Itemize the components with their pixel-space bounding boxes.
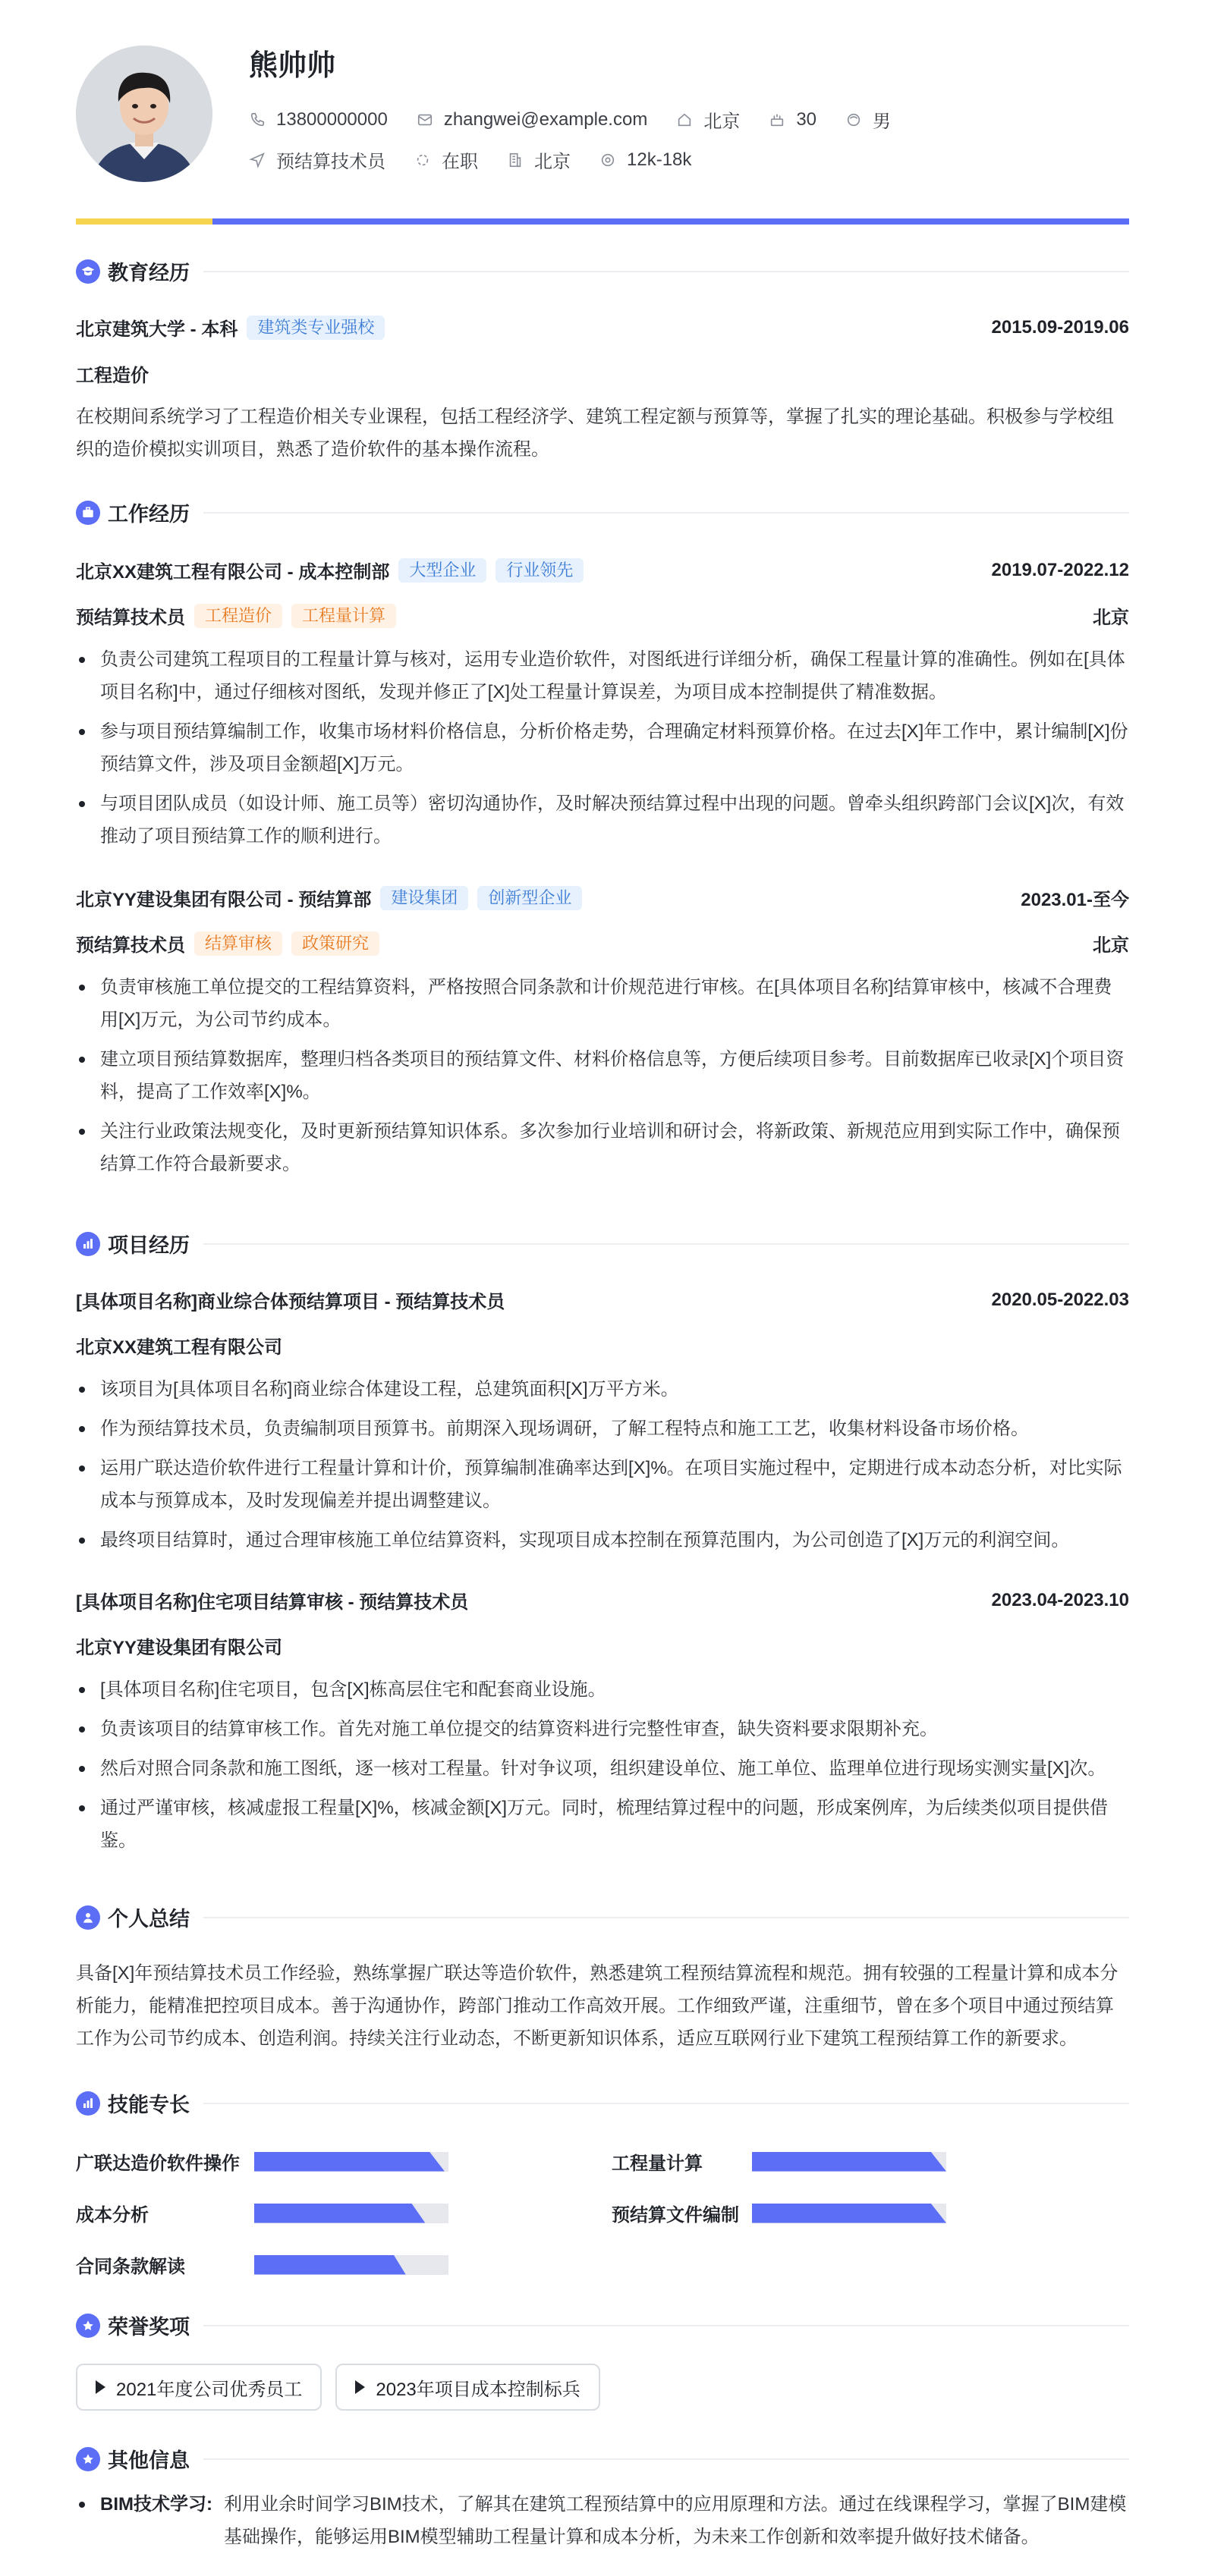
list-item: 运用广联达造价软件进行工程量计算和计价，预算编制准确率达到[X]%。在项目实施过程中，定期进行成本动态分析，对比实际成本与预算成本，及时发现偏差并提出调整建议。 <box>76 1452 1129 1517</box>
age-text: 30 <box>796 108 817 130</box>
project-2-company-row <box>76 1632 1129 1659</box>
project-2-bullets <box>76 1673 1129 1864</box>
education-tag: 建筑类专业强校 <box>247 316 385 340</box>
skill-bar-fill <box>254 2152 445 2172</box>
section-work <box>76 498 1129 527</box>
triangle-icon <box>355 2380 365 2394</box>
section-awards <box>76 2311 1129 2340</box>
city-text: 北京 <box>534 152 571 172</box>
work-1-tag-2: 行业领先 <box>496 558 584 583</box>
list-item: 建立项目预结算数据库，整理归档各类项目的预结算文件、材料价格信息等，方便后续项目参考。目前数据库已收录[X]个项目资料，提高了工作效率[X]%。 <box>76 1043 1129 1108</box>
list-item: 作为预结算技术员，负责编制项目预算书。前期深入现场调研，了解工程特点和施工工艺，收集材料设备市场价格。 <box>76 1412 1129 1445</box>
list-item: 负责审核施工单位提交的工程结算资料，严格按照合同条款和计价规范进行审核。在[具体项目名称]结算审核中，核减不合理费用[X]万元，为公司节约成本。 <box>76 971 1129 1036</box>
list-item: 最终项目结算时，通过合理审核施工单位结算资料，实现项目成本控制在预算范围内，为公司创造了[X]万元的利润空间。 <box>76 1524 1129 1557</box>
skill-item: 广联达造价软件操作 <box>76 2148 448 2175</box>
triangle-icon <box>96 2380 105 2394</box>
section-other-title: 其他信息 <box>108 2449 190 2472</box>
age-item <box>769 109 816 130</box>
salary-text: 12k-18k <box>627 149 692 170</box>
work-2-role-tag-2: 政策研究 <box>291 931 379 956</box>
work-2-company: 北京YY建设集团有限公司 - 预结算部 <box>76 890 372 910</box>
skill-item: 工程量计算 <box>612 2148 946 2175</box>
section-project-title: 项目经历 <box>108 1234 190 1257</box>
skill-bar-fill <box>254 2255 406 2275</box>
work-2-role-tag-1: 结算审核 <box>194 931 282 956</box>
briefcase-icon <box>76 501 100 525</box>
section-awards-title: 荣誉奖项 <box>108 2316 190 2339</box>
project-2-company: 北京YY建设集团有限公司 <box>76 1638 283 1658</box>
project-2-header <box>76 1587 1129 1613</box>
mail-icon <box>417 112 433 128</box>
project-1-company-row <box>76 1332 1129 1359</box>
job-item <box>249 146 385 173</box>
education-desc: 在校期间系统学习了工程造价相关专业课程，包括工程经济学、建筑工程定额与预算等，掌握了扎实的理论基础。积极参与学校组织的造价模拟实训项目，熟悉了造价软件的基本操作流程。 <box>76 407 1114 460</box>
other-text: 利用业余时间学习BIM技术，了解其在建筑工程预结算中的应用原理和方法。通过在线课程学习，掌握了BIM建模基础操作，能够运用BIM模型辅助工程量计算和成本分析，为未来工作创新和效率提升做好技术储备。 <box>224 2494 1127 2547</box>
work-1-role-tag-1: 工程造价 <box>194 604 282 628</box>
email-text: zhangwei@example.com <box>443 108 648 130</box>
home-icon <box>676 112 693 128</box>
status-item <box>414 146 478 173</box>
skill-bar-fill <box>752 2204 946 2223</box>
section-education-title: 教育经历 <box>108 262 190 284</box>
project-icon <box>76 1232 100 1256</box>
list-item: 关注行业政策法规变化，及时更新预结算知识体系。多次参加行业培训和研讨会，将新政策、新规范应用到实际工作中，确保预结算工作符合最新要求。 <box>76 1115 1129 1180</box>
work-1-city: 北京 <box>1093 608 1129 628</box>
user-icon <box>76 1905 100 1930</box>
list-item: 与项目团队成员（如设计师、施工员等）密切沟通协作，及时解决预结算过程中出现的问题。曾牵头组织跨部门会议[X]次，有效推动了项目预结算工作的顺利进行。 <box>76 787 1129 853</box>
project-1-bullets <box>76 1373 1129 1563</box>
work-1-role-tag-2: 工程量计算 <box>291 604 396 628</box>
skill-bar-fill <box>752 2152 946 2172</box>
section-summary-title: 个人总结 <box>108 1908 190 1930</box>
location-text: 北京 <box>703 112 741 132</box>
resume-header <box>76 0 1129 224</box>
list-item: 负责公司建筑工程项目的工程量计算与核对，运用专业造价软件，对图纸进行详细分析，确保工程量计算的准确性。例如在[具体项目名称]中，通过仔细核对图纸，发现并修正了[X]处工程量计算误差，为项目成本控制提供了精准数据。 <box>76 643 1129 708</box>
work-2-tag-1: 建设集团 <box>380 886 468 910</box>
list-item: 负责该项目的结算审核工作。首先对施工单位提交的结算资料进行完整性审查，缺失资料要求限期补充。 <box>76 1713 1129 1745</box>
list-item: 然后对照合同条款和施工图纸，逐一核对工程量。针对争议项，组织建设单位、施工单位、监理单位进行现场实测实量[X]次。 <box>76 1752 1129 1785</box>
list-item: 该项目为[具体项目名称]商业综合体建设工程，总建筑面积[X]万平方米。 <box>76 1373 1129 1406</box>
project-1-title: [具体项目名称]商业综合体预结算项目 - 预结算技术员 <box>76 1292 505 1312</box>
list-item: 参与项目预结算编制工作，收集市场材料价格信息，分析价格走势，合理确定材料预算价格。在过去[X]年工作中，累计编制[X]份预结算文件，涉及项目金额超[X]万元。 <box>76 715 1129 781</box>
skill-bar <box>752 2152 946 2172</box>
skill-bar <box>254 2204 448 2223</box>
skill-item: 预结算文件编制 <box>612 2200 946 2226</box>
city-item <box>507 146 571 173</box>
skill-item: 合同条款解读 <box>76 2251 448 2278</box>
section-other <box>76 2444 1129 2474</box>
project-2-period: 2023.04-2023.10 <box>991 1589 1129 1610</box>
coin-icon <box>599 152 616 168</box>
phone-text: 13800000000 <box>276 108 388 130</box>
section-project <box>76 1229 1129 1258</box>
phone-item <box>249 109 388 130</box>
work-1-company: 北京XX建筑工程有限公司 - 成本控制部 <box>76 562 390 583</box>
gender-icon <box>845 112 862 128</box>
section-work-title: 工作经历 <box>108 503 190 526</box>
salary-item <box>599 149 691 171</box>
job-row <box>249 146 720 173</box>
education-major-row <box>76 360 1129 387</box>
project-1-period: 2020.05-2022.03 <box>991 1289 1129 1310</box>
section-skills <box>76 2088 1129 2118</box>
summary-text: 具备[X]年预结算技术员工作经验，熟练掌握广联达等造价软件，熟悉建筑工程预结算流程和规范。拥有较强的工程量计算和成本分析能力，能精准把控项目成本。善于沟通协作，跨部门推动工作高效开展。工作细致严谨，注重细节，曾在多个项目中通过预结算工作为公司节约成本、创造利润。持续关注行业动态，不断更新知识体系，适应互联网行业下建筑工程预结算工作的新要求。 <box>76 1963 1118 2049</box>
section-summary <box>76 1902 1129 1932</box>
work-2-role: 预结算技术员 <box>76 935 185 956</box>
section-skills-title: 技能专长 <box>108 2094 190 2116</box>
skills-icon <box>76 2091 100 2116</box>
work-1-bullets <box>76 643 1129 859</box>
work-2-city: 北京 <box>1093 935 1129 956</box>
status-text: 在职 <box>442 152 478 172</box>
work-1-period: 2019.07-2022.12 <box>991 559 1129 580</box>
phone-icon <box>249 112 266 128</box>
avatar-photo-icon <box>76 46 212 182</box>
award-icon <box>76 2314 100 2338</box>
avatar <box>76 46 212 182</box>
cake-icon <box>769 112 785 128</box>
project-2-title: [具体项目名称]住宅项目结算审核 - 预结算技术员 <box>76 1592 469 1613</box>
gender-text: 男 <box>873 112 892 132</box>
skill-bar-fill <box>254 2204 425 2223</box>
project-1-header <box>76 1286 1129 1313</box>
skill-bar <box>752 2204 946 2223</box>
work-2-tag-2: 创新型企业 <box>477 886 582 910</box>
list-item: [具体项目名称]住宅项目，包含[X]栋高层住宅和配套商业设施。 <box>76 1673 1129 1706</box>
education-icon <box>76 259 100 284</box>
other-icon <box>76 2447 100 2471</box>
other-item <box>76 2488 1129 2553</box>
work-1-tag-1: 大型企业 <box>398 558 486 583</box>
awards-list <box>76 2364 614 2411</box>
header-divider <box>76 218 1129 225</box>
location-item <box>676 106 740 133</box>
gender-item <box>845 106 891 133</box>
work-2-header <box>76 884 1129 911</box>
work-1-header <box>76 557 1129 583</box>
skill-item: 成本分析 <box>76 2200 448 2226</box>
building-icon <box>507 152 524 168</box>
status-icon <box>414 152 431 168</box>
education-header <box>76 314 1129 341</box>
award-item: 2023年项目成本控制标兵 <box>335 2364 599 2411</box>
section-education <box>76 256 1129 286</box>
skill-bar <box>254 2255 448 2275</box>
other-label: BIM技术学习: <box>100 2494 212 2515</box>
contact-row <box>249 106 920 133</box>
candidate-name: 熊帅帅 <box>249 50 336 82</box>
work-2-bullets <box>76 971 1129 1187</box>
work-2-period: 2023.01-至今 <box>1021 890 1129 910</box>
project-1-company: 北京XX建筑工程有限公司 <box>76 1337 283 1358</box>
work-1-role-row <box>76 602 1129 629</box>
work-2-role-row <box>76 930 1129 957</box>
email-item <box>417 109 648 130</box>
education-period: 2015.09-2019.06 <box>991 316 1129 338</box>
skill-bar <box>254 2152 448 2172</box>
education-school: 北京建筑大学 - 本科 <box>76 319 238 340</box>
job-text: 预结算技术员 <box>276 152 385 172</box>
work-1-role: 预结算技术员 <box>76 608 185 628</box>
education-major: 工程造价 <box>76 366 149 386</box>
list-item: 通过严谨审核，核减虚报工程量[X]%，核减金额[X]万元。同时，梳理结算过程中的问题，形成案例库，为后续类似项目提供借鉴。 <box>76 1792 1129 1857</box>
award-item: 2021年度公司优秀员工 <box>76 2364 322 2411</box>
send-icon <box>249 152 266 168</box>
